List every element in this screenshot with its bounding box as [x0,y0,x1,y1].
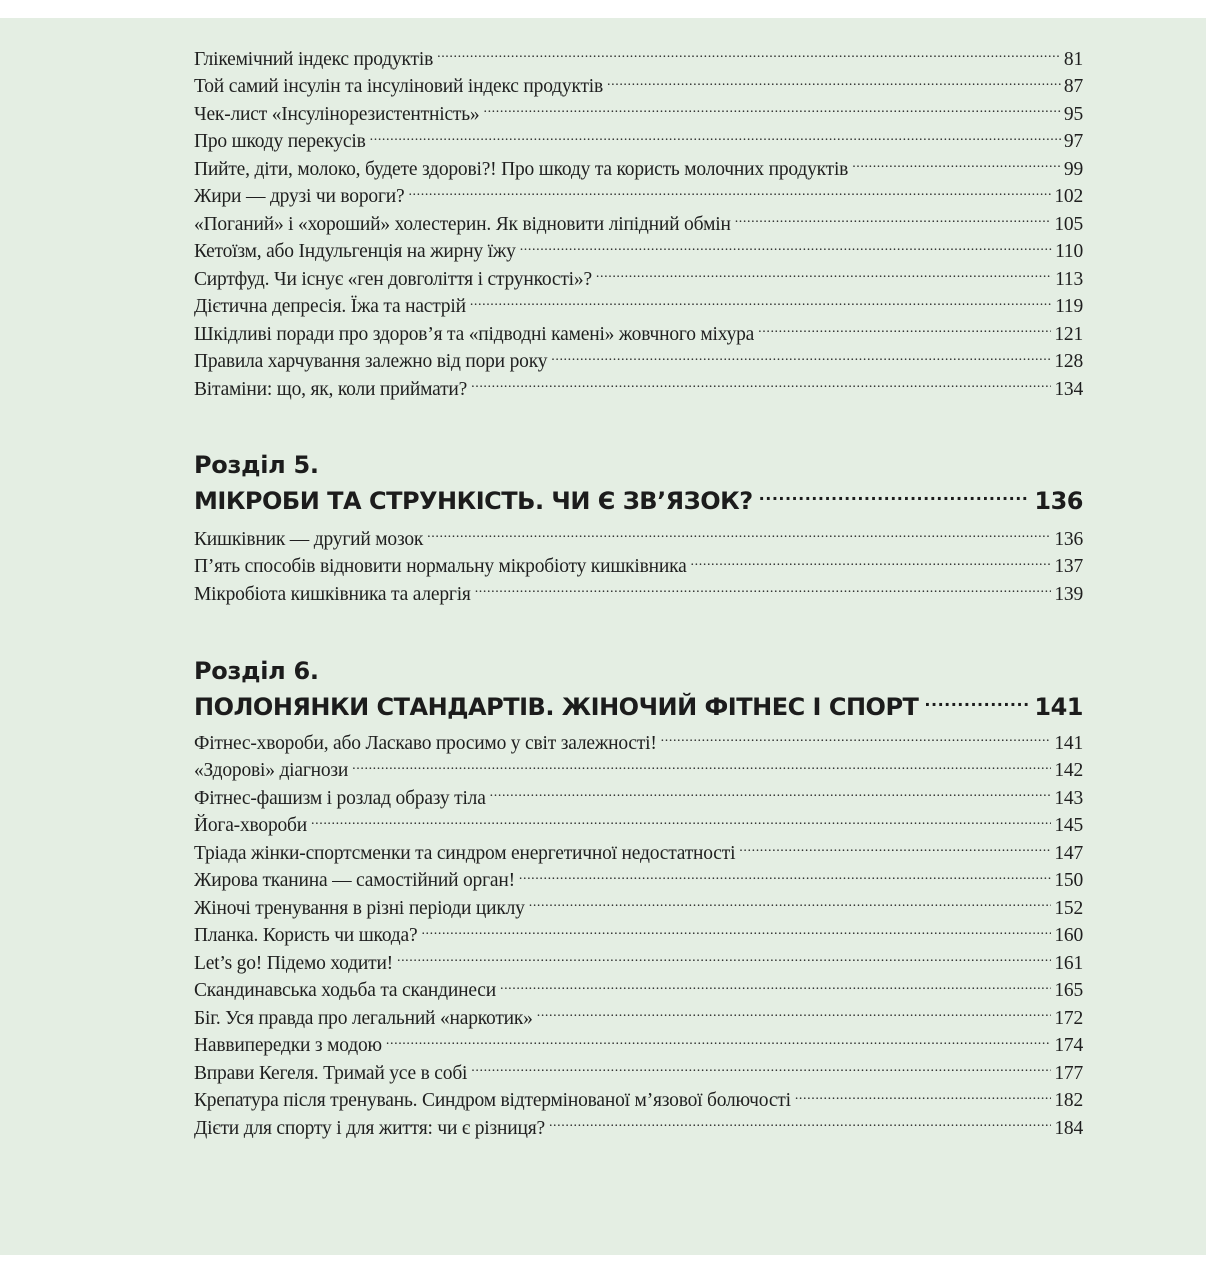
dot-leader [661,729,1052,749]
chapter-label: Розділ 5. [194,451,319,479]
entry-title: Планка. Користь чи шкода? [194,925,418,946]
entry-title: Вітаміни: що, як, коли приймати? [194,378,468,400]
entry-title: Глікемічний індекс продуктів [194,48,434,70]
dot-leader [520,238,1052,258]
toc-page [0,18,1206,1255]
entry-title: Дієти для спорту і для життя: чи є різниця? [194,1117,545,1139]
entry-page-number: 128 [1054,351,1083,372]
dot-leader [759,485,1029,509]
entry-title: Про шкоду перекусів [194,131,366,152]
dot-leader [397,949,1051,969]
toc-entry[interactable] [194,1004,1083,1032]
toc-list [194,729,1083,1142]
toc-entry[interactable] [194,839,1083,867]
entry-title: Крепатура після тренувань. Синдром відтермінованої м’язової болючості [194,1090,791,1111]
dot-leader [795,1087,1052,1107]
toc-entry[interactable] [194,580,1083,608]
chapter-title-row[interactable] [194,689,1083,725]
dot-leader [427,525,1051,545]
dot-leader [607,73,1061,93]
entry-page-number: 152 [1054,897,1083,919]
toc-entry[interactable] [194,100,1083,128]
entry-page-number: 139 [1054,583,1083,605]
entry-page-number: 134 [1054,378,1083,400]
dot-leader [471,375,1051,395]
dot-leader [735,210,1052,230]
entry-title: Той самий інсулін та інсуліновий індекс продуктів [194,76,604,97]
entry-title: «Поганий» і «хороший» холестерин. Як відновити ліпідний обмін [194,213,731,235]
toc-entry[interactable] [194,73,1083,101]
toc-entry[interactable] [194,348,1083,376]
entry-page-number: 184 [1054,1117,1083,1139]
entry-page-number: 110 [1055,241,1083,262]
dot-leader [311,812,1051,832]
entry-title: П’ять способів відновити нормальну мікробіоту кишківника [194,556,687,577]
toc-entry[interactable] [194,812,1083,840]
toc-section-continued [194,45,1083,403]
toc-entry[interactable] [194,45,1083,73]
toc-entry[interactable] [194,183,1083,211]
toc-entry[interactable] [194,949,1083,977]
dot-leader [408,183,1051,203]
toc-entry[interactable] [194,128,1083,156]
toc-list [194,45,1083,403]
dot-leader [483,100,1060,120]
entry-title: Кетоїзм, або Індульгенція на жирну їжу [194,241,516,262]
toc-entry[interactable] [194,867,1083,895]
entry-title: «Здорові» діагнози [194,760,349,781]
chapter-heading [194,447,1083,519]
toc-entry[interactable] [194,757,1083,785]
entry-page-number: 177 [1054,1062,1083,1084]
entry-title: Правила харчування залежно від пори року [194,351,548,372]
entry-title: Жирова тканина — самостійний орган! [194,870,515,891]
toc-section-chapter-6 [194,653,1083,1142]
entry-page-number: 145 [1054,815,1083,836]
entry-page-number: 182 [1054,1090,1083,1111]
entry-title: Мікробіота кишківника та алергія [194,583,471,605]
dot-leader [852,155,1061,175]
entry-page-number: 113 [1055,268,1083,290]
entry-page-number: 142 [1054,760,1083,781]
entry-title: Кишківник — другий мозок [194,528,424,550]
dot-leader [490,784,1052,804]
entry-page-number: 141 [1054,732,1083,754]
dot-leader [475,580,1052,600]
toc-entry[interactable] [194,265,1083,293]
chapter-page-number: 141 [1034,693,1083,721]
entry-page-number: 172 [1054,1007,1083,1029]
dot-leader [386,1032,1051,1052]
entry-title: Фітнес-хвороби, або Ласкаво просимо у світ залежності! [194,732,657,754]
toc-entry[interactable] [194,293,1083,321]
entry-page-number: 150 [1054,870,1083,891]
toc-entry[interactable] [194,238,1083,266]
entry-title: Let’s go! Підемо ходити! [194,952,393,974]
toc-entry[interactable] [194,210,1083,238]
dot-leader [519,867,1051,887]
dot-leader [352,757,1051,777]
entry-title: Вправи Кегеля. Тримай усе в собі [194,1062,468,1084]
entry-page-number: 136 [1054,528,1083,550]
entry-page-number: 87 [1063,76,1083,97]
dot-leader [924,691,1028,715]
entry-title: Шкідливі поради про здоров’я та «підводні камені» жовчного міхура [194,323,755,345]
toc-entry[interactable] [194,553,1083,581]
entry-page-number: 165 [1054,980,1083,1001]
dot-leader [471,1059,1051,1079]
toc-entry[interactable] [194,977,1083,1005]
entry-title: Жири — друзі чи вороги? [194,186,405,207]
entry-page-number: 143 [1054,787,1083,809]
toc-entry[interactable] [194,784,1083,812]
entry-page-number: 81 [1063,48,1083,70]
chapter-page-number: 136 [1034,487,1083,515]
toc-entry[interactable] [194,155,1083,183]
chapter-title: ПОЛОНЯНКИ СТАНДАРТІВ. ЖІНОЧИЙ ФІТНЕС І СПОРТ [194,693,919,721]
entry-title: Йога-хвороби [194,815,308,836]
toc-entry[interactable] [194,729,1083,757]
entry-page-number: 119 [1055,296,1083,317]
chapter-label: Розділ 6. [194,657,319,685]
dot-leader [537,1004,1052,1024]
toc-entry[interactable] [194,1032,1083,1060]
toc-entry[interactable] [194,1059,1083,1087]
toc-entry[interactable] [194,320,1083,348]
dot-leader [551,348,1051,368]
dot-leader [421,922,1051,942]
dot-leader [739,839,1051,859]
entry-title: Фітнес-фашизм і розлад образу тіла [194,787,486,809]
entry-page-number: 160 [1054,925,1083,946]
entry-title: Дієтична депресія. Їжа та настрій [194,296,466,317]
entry-page-number: 161 [1054,952,1083,974]
entry-page-number: 174 [1054,1035,1083,1056]
entry-title: Наввипередки з модою [194,1035,382,1056]
entry-page-number: 137 [1054,556,1083,577]
dot-leader [549,1114,1051,1134]
toc-section-chapter-5 [194,447,1083,608]
dot-leader [370,128,1061,148]
dot-leader [470,293,1052,313]
chapter-title-row[interactable] [194,483,1083,519]
entry-title: Тріада жінки-спортсменки та синдром енергетичної недостатності [194,842,736,864]
entry-title: Чек-лист «Інсулінорезистентність» [194,103,480,125]
entry-title: Скандинавська ходьба та скандинеси [194,980,496,1001]
entry-page-number: 121 [1054,323,1083,345]
entry-title: Жіночі тренування в різні періоди циклу [194,897,525,919]
toc-entry[interactable] [194,375,1083,403]
toc-entry[interactable] [194,1114,1083,1142]
chapter-heading [194,653,1083,725]
dot-leader [500,977,1051,997]
toc-entry[interactable] [194,1087,1083,1115]
chapter-title: МІКРОБИ ТА СТРУНКІСТЬ. ЧИ Є ЗВ’ЯЗОК? [194,487,753,515]
dot-leader [437,45,1061,65]
toc-list [194,525,1083,608]
entry-title: Біг. Уся правда про легальний «наркотик» [194,1007,533,1029]
toc-entry[interactable] [194,894,1083,922]
toc-entry[interactable] [194,525,1083,553]
entry-title: Пийте, діти, молоко, будете здорові?! Про шкоду та користь молочних продуктів [194,158,849,180]
dot-leader [691,553,1052,573]
entry-page-number: 102 [1054,186,1083,207]
dot-leader [529,894,1052,914]
dot-leader [758,320,1051,340]
entry-page-number: 105 [1054,213,1083,235]
entry-page-number: 97 [1063,131,1083,152]
entry-title: Сиртфуд. Чи існує «ген довголіття і стрункості»? [194,268,592,290]
toc-entry[interactable] [194,922,1083,950]
entry-page-number: 95 [1063,103,1083,125]
entry-page-number: 99 [1063,158,1083,180]
entry-page-number: 147 [1054,842,1083,864]
dot-leader [596,265,1052,285]
